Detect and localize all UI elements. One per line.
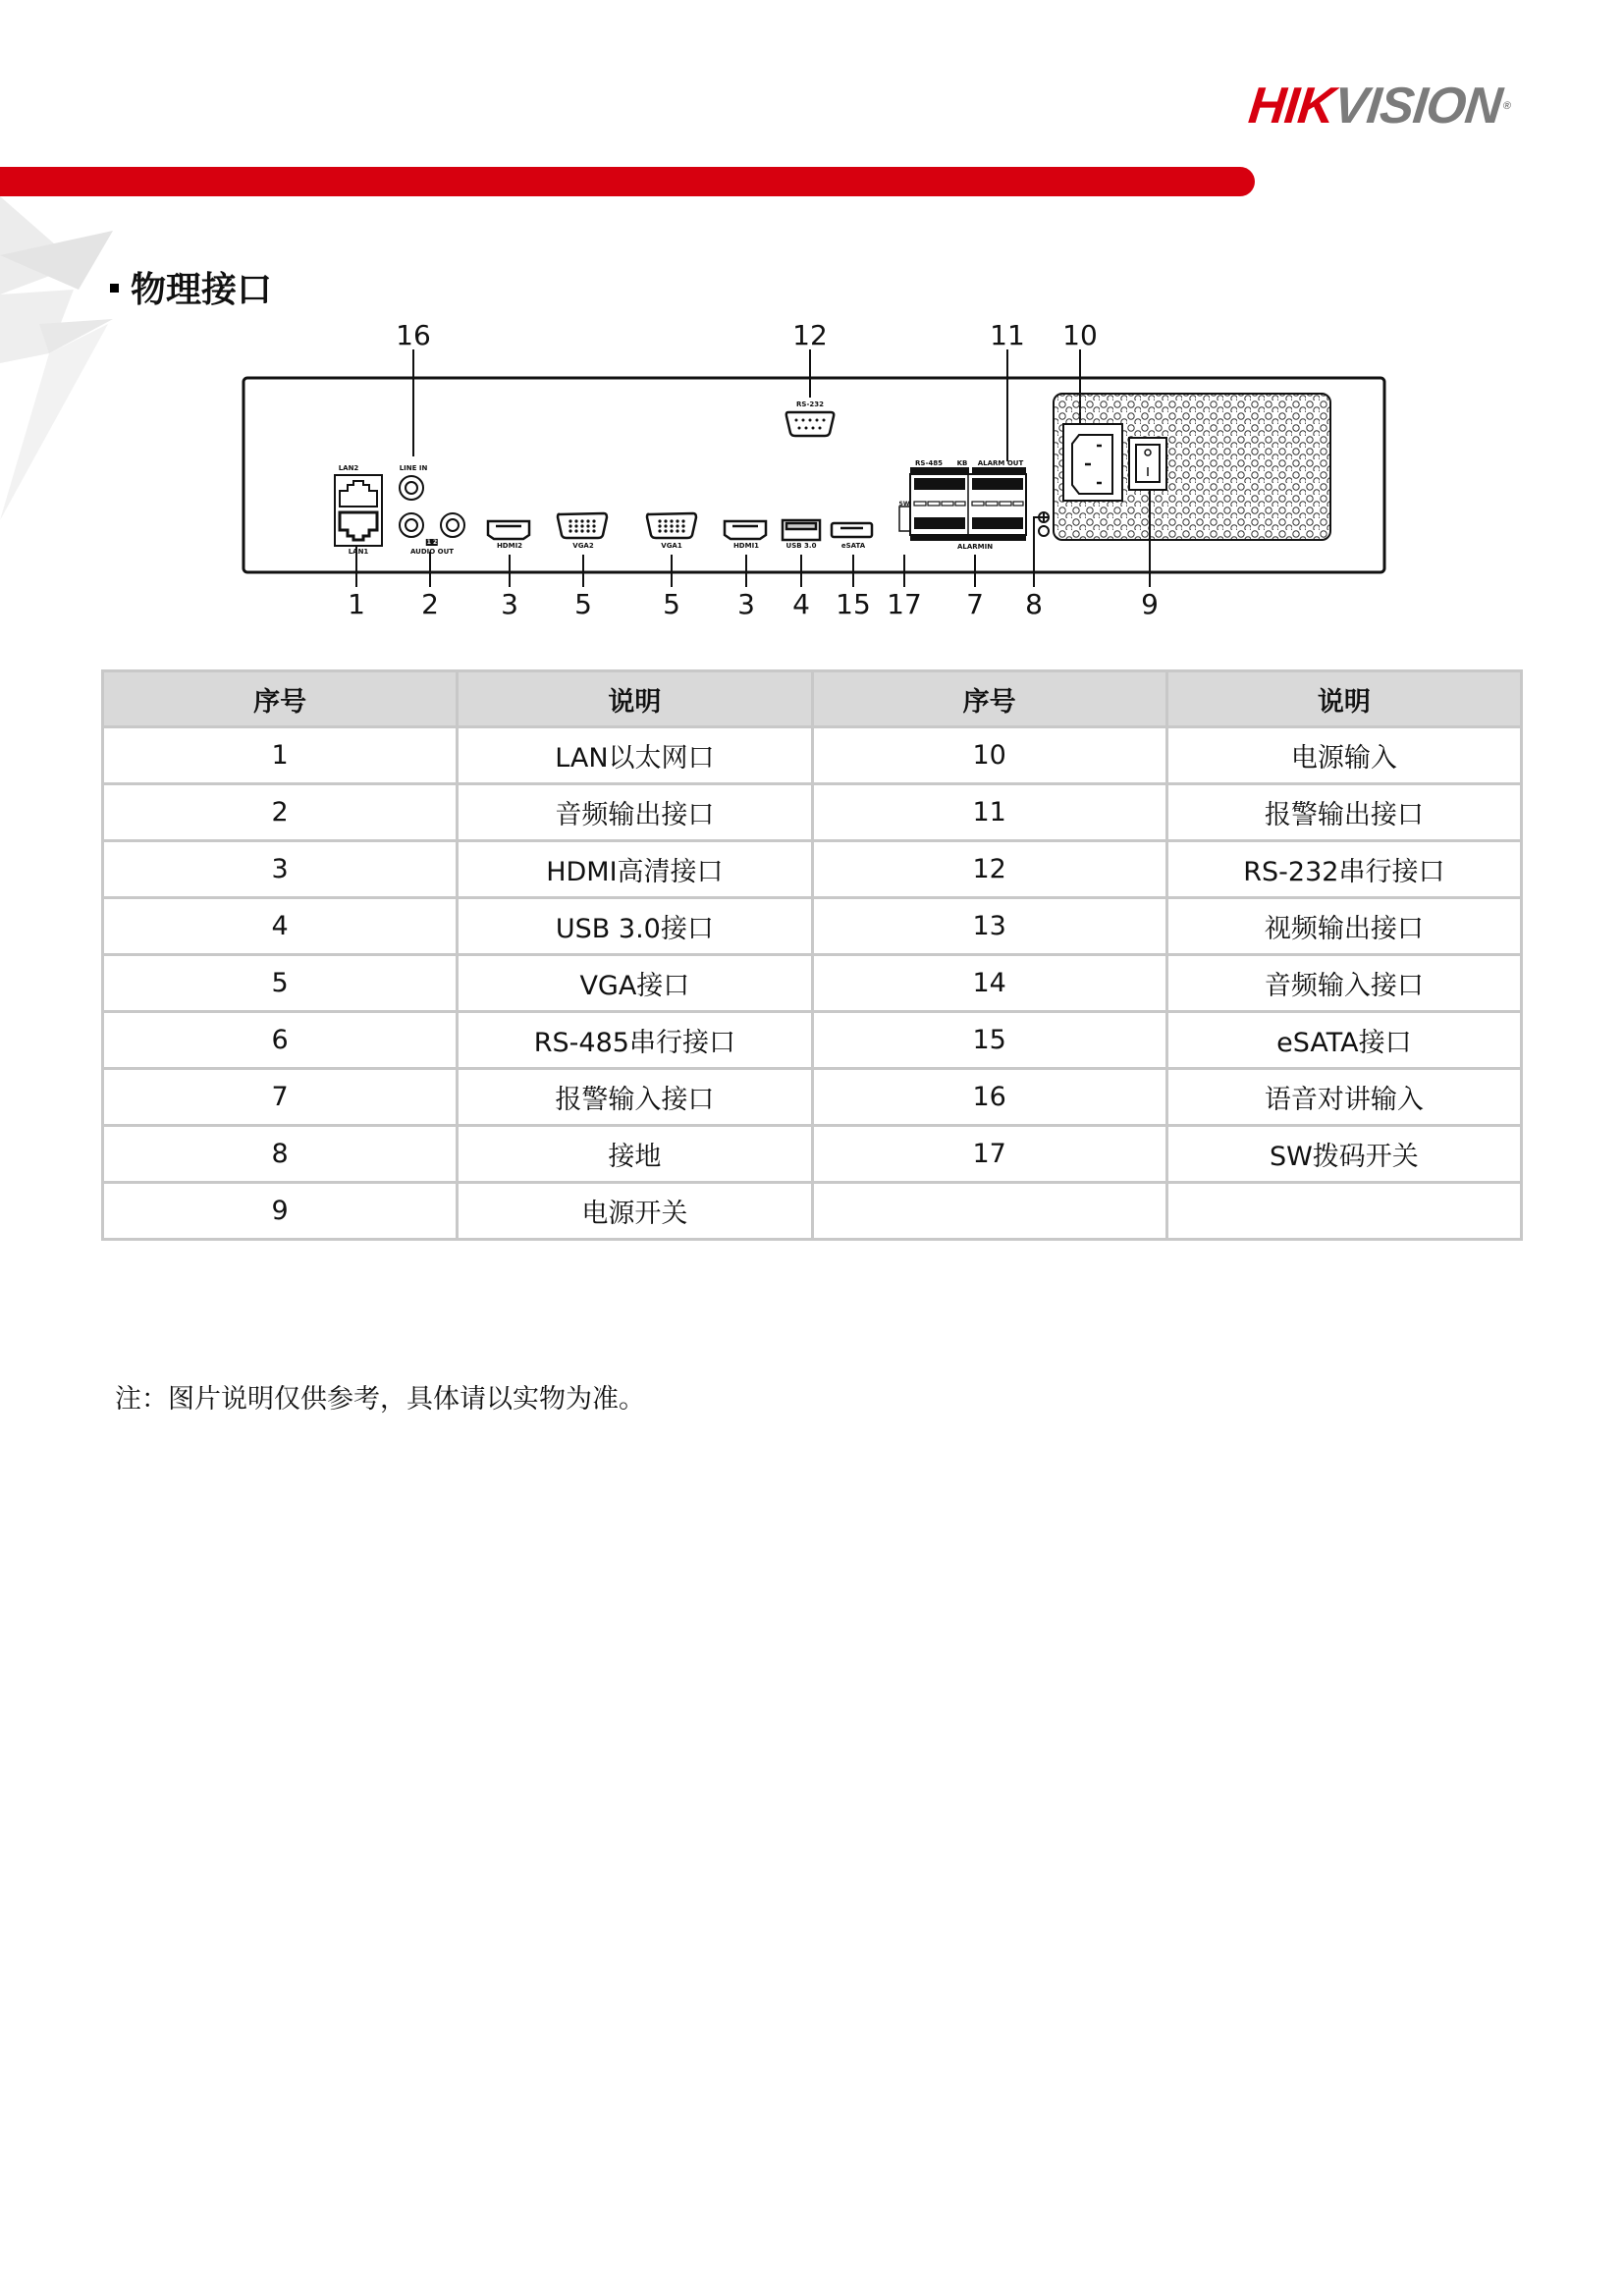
cell-desc: HDMI高清接口 (458, 841, 812, 898)
cell-index: 8 (103, 1126, 458, 1183)
cell-desc: 电源开关 (458, 1183, 812, 1240)
label-vga2: VGA2 (572, 542, 594, 550)
cell-index: 9 (103, 1183, 458, 1240)
cell-index: 13 (812, 898, 1166, 955)
header-desc-2: 说明 (1166, 671, 1521, 727)
cell-desc: VGA接口 (458, 955, 812, 1012)
label-line-in: LINE IN (399, 464, 428, 472)
label-vga1: VGA1 (661, 542, 682, 550)
registered-mark: ® (1502, 100, 1511, 112)
table-row (103, 955, 1522, 1012)
table-row (103, 1012, 1522, 1069)
cell-desc: 语音对讲输入 (1166, 1069, 1521, 1126)
cell-index: 16 (812, 1069, 1166, 1126)
hdmi1-port-icon (725, 521, 766, 539)
section-title-text: 物理接口 (131, 270, 273, 310)
callout-5b: 5 (663, 588, 680, 620)
label-rs485: RS-485 (915, 459, 943, 467)
lan-ports-icon (335, 475, 382, 546)
ground-terminal-icon (1039, 512, 1049, 536)
table-header-row (103, 671, 1522, 727)
audio-jacks-icon (400, 476, 464, 537)
label-alarm-out: ALARM OUT (977, 459, 1024, 467)
power-switch-icon (1129, 438, 1166, 490)
cell-desc: 视频输出接口 (1166, 898, 1521, 955)
cell-index: 12 (812, 841, 1166, 898)
table-row (103, 727, 1522, 784)
callout-15: 15 (836, 588, 871, 620)
cell-desc: RS-485串行接口 (458, 1012, 812, 1069)
callout-11: 11 (990, 319, 1025, 351)
cell-index: 14 (812, 955, 1166, 1012)
table-row (103, 1126, 1522, 1183)
cell-index: 11 (812, 784, 1166, 841)
label-hdmi1: HDMI1 (732, 542, 760, 550)
cell-index: 2 (103, 784, 458, 841)
label-lan2: LAN2 (338, 464, 359, 472)
cell-index: 1 (103, 727, 458, 784)
label-hdmi2: HDMI2 (496, 542, 523, 550)
callout-16: 16 (396, 319, 431, 351)
label-audio-out-channels: 1 2 (426, 539, 438, 546)
rs232-port-icon (786, 412, 834, 436)
callout-2: 2 (421, 588, 439, 620)
cell-index: 3 (103, 841, 458, 898)
callout-4: 4 (792, 588, 810, 620)
cell-desc: 音频输出接口 (458, 784, 812, 841)
logo-hik: HIK (1245, 78, 1337, 134)
cell-desc: 音频输入接口 (1166, 955, 1521, 1012)
rear-panel-drawing (0, 314, 1624, 638)
label-kb: KB (956, 459, 968, 467)
cell-desc: SW拨码开关 (1166, 1126, 1521, 1183)
cell-index: 7 (103, 1069, 458, 1126)
label-audio-out: AUDIO OUT (409, 548, 455, 556)
cell-desc: RS-232串行接口 (1166, 841, 1521, 898)
cell-desc: 报警输出接口 (1166, 784, 1521, 841)
esata-port-icon (832, 523, 872, 537)
footnote: 注：图片说明仅供参考，具体请以实物为准。 (115, 1384, 645, 1415)
cell-index: 17 (812, 1126, 1166, 1183)
cell-index (812, 1183, 1166, 1240)
callout-5a: 5 (574, 588, 592, 620)
rear-panel-diagram (0, 314, 1624, 638)
header-red-bar (0, 167, 1255, 196)
cell-index: 4 (103, 898, 458, 955)
table-row (103, 841, 1522, 898)
cell-desc: 接地 (458, 1126, 812, 1183)
header-index-1: 序号 (103, 671, 458, 727)
cell-desc (1166, 1183, 1521, 1240)
label-alarm-in: ALARMIN (956, 543, 994, 551)
callout-17: 17 (887, 588, 922, 620)
cell-index: 10 (812, 727, 1166, 784)
hikvision-logo (1246, 79, 1513, 133)
callout-9: 9 (1141, 588, 1159, 620)
cell-index: 15 (812, 1012, 1166, 1069)
section-title (110, 269, 272, 312)
callout-12: 12 (792, 319, 828, 351)
logo-vision: VISION (1330, 78, 1504, 134)
interface-table (101, 669, 1523, 1241)
table-row (103, 1069, 1522, 1126)
cell-desc: USB 3.0接口 (458, 898, 812, 955)
label-sw: SW (898, 501, 910, 507)
cell-desc: eSATA接口 (1166, 1012, 1521, 1069)
cell-desc: 报警输入接口 (458, 1069, 812, 1126)
header-index-2: 序号 (812, 671, 1166, 727)
hdmi2-port-icon (488, 521, 529, 539)
table-row (103, 1183, 1522, 1240)
header-desc-1: 说明 (458, 671, 812, 727)
callout-1: 1 (348, 588, 365, 620)
cell-desc: LAN以太网口 (458, 727, 812, 784)
callout-8: 8 (1025, 588, 1043, 620)
table-row (103, 898, 1522, 955)
callout-10: 10 (1062, 319, 1098, 351)
label-lan1: LAN1 (348, 548, 369, 556)
bullet-icon (110, 284, 119, 293)
cell-desc: 电源输入 (1166, 727, 1521, 784)
cell-index: 5 (103, 955, 458, 1012)
label-esata: eSATA (840, 542, 866, 550)
callout-3a: 3 (501, 588, 518, 620)
callout-7: 7 (966, 588, 984, 620)
usb-port-icon (783, 520, 820, 540)
callout-3b: 3 (737, 588, 755, 620)
label-usb: USB 3.0 (785, 542, 817, 550)
table-row (103, 784, 1522, 841)
terminal-block-icon (899, 467, 1026, 541)
cell-index: 6 (103, 1012, 458, 1069)
power-inlet-icon (1063, 424, 1122, 501)
label-rs232: RS-232 (796, 400, 824, 408)
